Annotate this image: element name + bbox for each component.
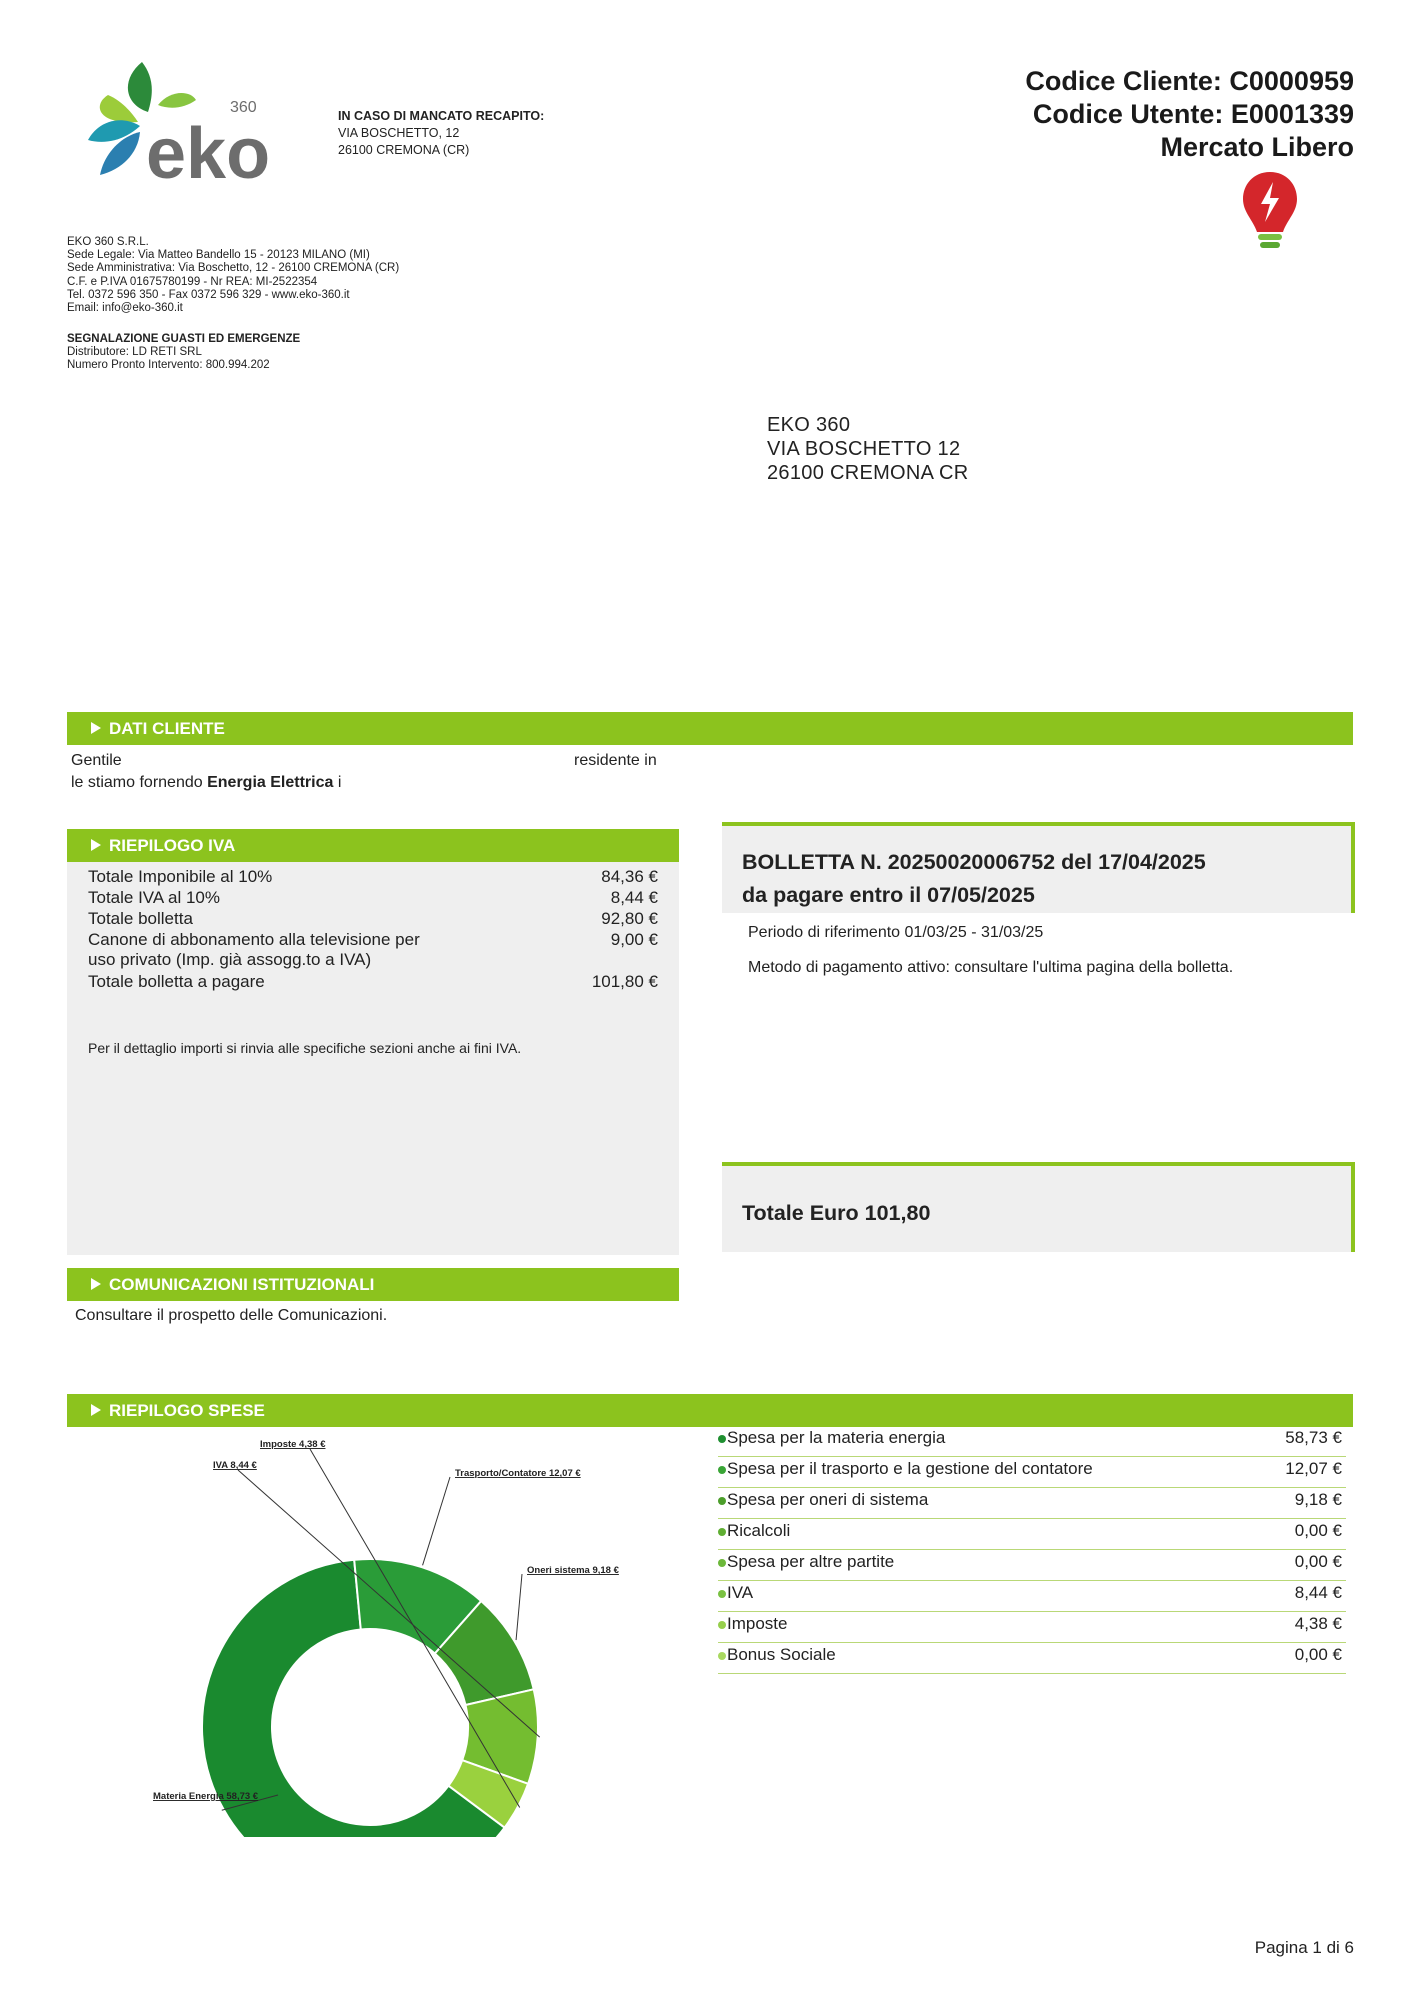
spese-donut-chart: [150, 1437, 680, 1837]
spese-row: [718, 1549, 1346, 1581]
spese-label: Imposte: [727, 1614, 788, 1633]
section-title: DATI CLIENTE: [109, 719, 225, 738]
guasti-block: [67, 333, 300, 373]
bolletta-title: [742, 846, 1206, 912]
fornitura-line: [71, 774, 341, 792]
section-title: RIEPILOGO IVA: [109, 836, 236, 855]
spese-label: IVA: [727, 1583, 754, 1602]
address-line3: 26100 CREMONA CR: [767, 462, 969, 484]
logo-text: eko: [146, 114, 271, 190]
iva-row-label: Canone di abbonamento alla televisione per: [88, 930, 420, 949]
cf-piva: C.F. e P.IVA 01675780199 - Nr REA: MI-2522354: [67, 275, 318, 288]
spese-row: [718, 1425, 1346, 1457]
sede-amministrativa: Sede Amministrativa: Via Boschetto, 12 - 26100 CREMONA (CR): [67, 262, 400, 275]
recapito-line1: VIA BOSCHETTO, 12: [338, 126, 460, 140]
guasti-title: SEGNALAZIONE GUASTI ED EMERGENZE: [67, 333, 301, 345]
iva-note: Per il dettaglio importi si rinvia alle specifiche sezioni anche ai fini IVA.: [88, 1040, 522, 1056]
section-dati-cliente: [67, 712, 1353, 745]
bolletta-numero: BOLLETTA N. 20250020006752 del 17/04/2025: [742, 850, 1206, 874]
company-name: EKO 360 S.R.L.: [67, 236, 149, 248]
iva-row-label: Totale bolletta: [88, 909, 193, 928]
bullet-icon: [718, 1466, 726, 1474]
bullet-icon: [718, 1559, 726, 1567]
spese-value: 0,00 €: [1294, 1521, 1342, 1540]
sede-legale: Sede Legale: Via Matteo Bandello 15 - 20123 MILANO (MI): [67, 249, 370, 262]
bullet-icon: [718, 1590, 726, 1598]
recipient-address: [767, 413, 969, 485]
section-title: COMUNICAZIONI ISTITUZIONALI: [109, 1275, 375, 1294]
iva-row-label: Totale IVA al 10%: [88, 888, 220, 907]
page-number: Pagina 1 di 6: [1254, 1938, 1354, 1957]
spese-value: 12,07 €: [1285, 1459, 1342, 1478]
spese-value: 58,73 €: [1285, 1428, 1342, 1447]
section-riepilogo-spese: [67, 1394, 1353, 1427]
section-title: RIEPILOGO SPESE: [109, 1401, 265, 1420]
eko-logo: [80, 50, 310, 190]
spese-value: 0,00 €: [1294, 1552, 1342, 1571]
numero-pronto-intervento: Numero Pronto Intervento: 800.994.202: [67, 359, 270, 372]
spese-label: Spesa per altre partite: [727, 1552, 895, 1571]
section-comunicazioni: [67, 1268, 679, 1301]
section-riepilogo-iva: [67, 829, 679, 862]
spese-row: [718, 1456, 1346, 1488]
iva-row-value: 101,80 €: [591, 972, 658, 991]
address-line2: VIA BOSCHETTO 12: [767, 438, 961, 460]
totale-euro: Totale Euro 101,80: [742, 1201, 931, 1225]
spese-row: [718, 1580, 1346, 1612]
logo-superscript: 360: [230, 99, 257, 116]
lightbulb-icon: [1239, 168, 1301, 260]
donut-label: Oneri sistema 9,18 €: [527, 1565, 619, 1576]
arrow-right-icon: [91, 1404, 101, 1416]
spese-label: Spesa per oneri di sistema: [727, 1490, 929, 1509]
company-info: [67, 236, 399, 315]
donut-leader-line: [516, 1574, 522, 1640]
recapito-block: [338, 108, 544, 159]
iva-row-label: Totale Imponibile al 10%: [88, 867, 273, 886]
bullet-icon: [718, 1652, 726, 1660]
spese-row: [718, 1611, 1346, 1643]
spese-value: 8,44 €: [1294, 1583, 1342, 1602]
spese-row: [718, 1642, 1346, 1674]
bullet-icon: [718, 1621, 726, 1629]
codice-utente: Codice Utente: E0001339: [1032, 99, 1354, 129]
telefono: Tel. 0372 596 350 - Fax 0372 596 329 - www.eko-360.it: [67, 288, 350, 301]
codice-cliente: Codice Cliente: C0000959: [1025, 66, 1354, 96]
arrow-right-icon: [91, 722, 101, 734]
recapito-title: IN CASO DI MANCATO RECAPITO:: [338, 109, 545, 123]
arrow-right-icon: [91, 1278, 101, 1290]
spese-label: Spesa per la materia energia: [727, 1428, 946, 1447]
donut-label: Trasporto/Contatore 12,07 €: [455, 1468, 581, 1479]
donut-label: Imposte 4,38 €: [260, 1439, 326, 1450]
spese-value: 0,00 €: [1294, 1645, 1342, 1664]
gentile-label: Gentile: [71, 752, 122, 769]
address-line1: EKO 360: [767, 414, 851, 436]
bullet-icon: [718, 1528, 726, 1536]
spese-label: Spesa per il trasporto e la gestione del contatore: [727, 1459, 1093, 1478]
email: Email: info@eko-360.it: [67, 302, 183, 315]
spese-value: 4,38 €: [1294, 1614, 1342, 1633]
iva-row-value: 84,36 €: [601, 867, 658, 886]
spese-row: [718, 1487, 1346, 1519]
bolletta-scadenza: da pagare entro il 07/05/2025: [742, 883, 1035, 907]
bullet-icon: [718, 1497, 726, 1505]
bullet-icon: [718, 1435, 726, 1443]
codes-block: [1025, 65, 1354, 164]
fornitura-tipo: Energia Elettrica: [207, 774, 334, 791]
recapito-line2: 26100 CREMONA (CR): [338, 143, 470, 157]
spese-row: [718, 1518, 1346, 1550]
arrow-right-icon: [91, 839, 101, 851]
iva-row-value: 8,44 €: [610, 888, 658, 907]
iva-row-label: Totale bolletta a pagare: [88, 972, 265, 991]
periodo-riferimento: Periodo di riferimento 01/03/25 - 31/03/25: [748, 924, 1044, 941]
iva-row-value: 9,00 €: [610, 930, 658, 949]
iva-row-label-cont: uso privato (Imp. già assogg.to a IVA): [88, 950, 372, 969]
distributore: Distributore: LD RETI SRL: [67, 346, 202, 359]
metodo-pagamento: Metodo di pagamento attivo: consultare l'ultima pagina della bolletta.: [748, 959, 1234, 976]
iva-row-value: 92,80 €: [601, 909, 658, 928]
comunicazioni-text: Consultare il prospetto delle Comunicazioni.: [75, 1307, 388, 1324]
spese-label: Bonus Sociale: [727, 1645, 836, 1664]
spese-label: Ricalcoli: [727, 1521, 791, 1540]
donut-label: Materia Energia 58,73 €: [153, 1791, 259, 1802]
residente-label: residente in: [574, 752, 657, 769]
spese-value: 9,18 €: [1294, 1490, 1342, 1509]
fornitura-suffix: i: [337, 774, 342, 791]
mercato: Mercato Libero: [1160, 132, 1354, 162]
donut-label: IVA 8,44 €: [213, 1460, 257, 1471]
fornitura-prefix: le stiamo fornendo: [71, 774, 203, 791]
donut-leader-line: [423, 1477, 450, 1565]
